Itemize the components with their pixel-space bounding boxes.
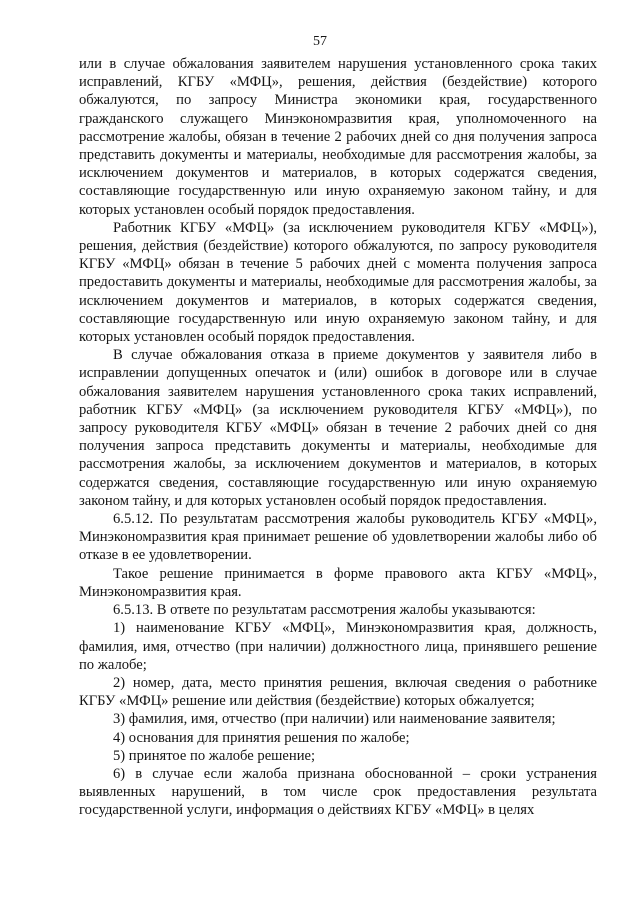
paragraph-refusal-appeal: В случае обжалования отказа в приеме документов у заявителя либо в исправлении допущенных опечаток и (или) ошибок в договоре или в случае обжалования заявителем нарушения установленного срока таких исправлений, работник КГБУ «МФЦ» (за исключением руководителя КГБУ «МФЦ»), по запросу руководителя КГБУ «МФЦ» обязан в течение 2 рабочих дней со дня получения запроса представить документы и материалы, необходимые для рассмотрения жалобы, за исключением документов и материалов, в которых содержатся сведения, составляющие государственную или иную охраняемую законом тайну, и для которых установлен особый порядок предоставления. <box>79 347 597 509</box>
list-item-3: 3) фамилия, имя, отчество (при наличии) или наименование заявителя; <box>113 711 556 728</box>
list-item-2: 2) номер, дата, место принятия решения, включая сведения о работнике КГБУ «МФЦ» решение или действия (бездействие) которых обжалуется; <box>79 674 597 710</box>
paragraph-employee-request: Работник КГБУ «МФЦ» (за исключением руководителя КГБУ «МФЦ»), решения, действия (бездействие) которого обжалуются, по запросу руководителя КГБУ «МФЦ» обязан в течение 5 рабочих дней с момента получения запроса предоставить документы и материалы, необходимые для рассмотрения жалобы, за исключением документов и материалов, в которых содержатся сведения, составляющие государственную или иную охраняемую законом тайну, и для которых установлен особый порядок предоставления. <box>79 219 597 346</box>
page-number: 57 <box>313 34 327 49</box>
paragraph-decision-form: Такое решение принимается в форме правового акта КГБУ «МФЦ», Минэкономразвития края. <box>79 565 597 600</box>
paragraph-6-5-12: 6.5.12. По результатам рассмотрения жалобы руководитель КГБУ «МФЦ», Минэкономразвития края принимает решение об удовлетворении жалобы либо об отказе в ее удовлетворении. <box>79 511 597 564</box>
document-body <box>79 55 597 820</box>
list-item-5: 5) принятое по жалобе решение; <box>113 747 316 764</box>
paragraph-continuation: или в случае обжалования заявителем нарушения установленного срока таких исправлений, КГБУ «МФЦ», решения, действия (бездействие) которого обжалуются, по запросу Министра экономики края, государственного гражданского служащего Минэкономразвития края, уполномоченного на рассмотрение жалобы, обязан в течение 2 рабочих дней со дня получения запроса представить документы и материалы, необходимые для рассмотрения жалобы, за исключением документов и материалов, в которых содержатся сведения, составляющие государственную или иную охраняемую законом тайну, и для которых установлен особый порядок предоставления. <box>79 56 597 218</box>
list-item-4: 4) основания для принятия решения по жалобе; <box>113 729 410 746</box>
list-item-6: 6) в случае если жалоба признана обоснованной – сроки устранения выявленных нарушений, в том числе срок предоставления результата государственной услуги, информация о действиях КГБУ «МФЦ» в целях <box>79 765 597 819</box>
list-item-1: 1) наименование КГБУ «МФЦ», Минэкономразвития края, должность, фамилия, имя, отчество (при наличии) должностного лица, принявшего решение по жалобе; <box>79 620 597 673</box>
paragraph-6-5-13: 6.5.13. В ответе по результатам рассмотрения жалобы указываются: <box>113 602 536 619</box>
